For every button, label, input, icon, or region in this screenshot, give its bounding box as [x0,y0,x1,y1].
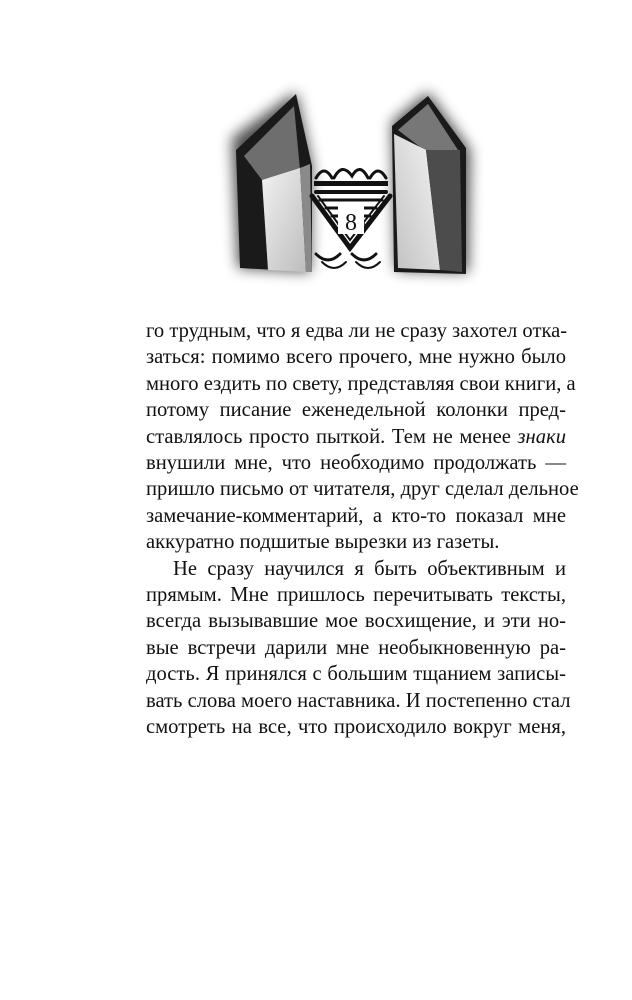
paragraph-1 [146,318,579,556]
text-line: дость. Я принялся с большим тщанием записы- [146,663,566,686]
text-line: вать слова моего наставника. И постепенно стал [146,689,571,712]
left-monolith [232,92,312,272]
text-line: смотреть на все, что происходило вокруг меня, [146,716,566,739]
right-monolith [392,92,470,274]
italic-word: знаки [517,425,566,448]
paragraph-2 [146,556,571,741]
text-line: замечание-комментарий, а кто-то показал мне [146,504,566,527]
chapter-number: 8 [345,210,357,236]
text-line [146,424,566,450]
text-line: го трудным, что я едва ли не сразу захотел отка- [146,320,568,342]
text-line: прямым. Мне пришлось перечитывать тексты, [146,584,566,607]
text-line: много ездить по свету, представляя свои книги, а [146,372,576,395]
text-line: аккуратно подшитые вырезки из газеты. [146,531,500,554]
text-line: пришло письмо от читателя, друг сделал дельное [146,478,579,501]
text-line: заться: помимо всего прочего, мне нужно было [146,346,566,369]
text-line: внушили мне, что необходимо продолжать — [146,452,566,475]
text-line: всегда вызывавшие мое восхищение, и эти но- [146,610,566,633]
text-line: вые встречи дарили мне необыкновенную ра- [146,636,566,659]
text-line: потому писание еженедельной колонки пред- [146,399,566,422]
text-run: ставлялось просто пыткой. Тем не менее [146,425,518,448]
chapter-ornament [0,0,632,300]
chapter-text [146,318,579,741]
text-line: Не сразу научился я быть объективным и [173,557,566,580]
